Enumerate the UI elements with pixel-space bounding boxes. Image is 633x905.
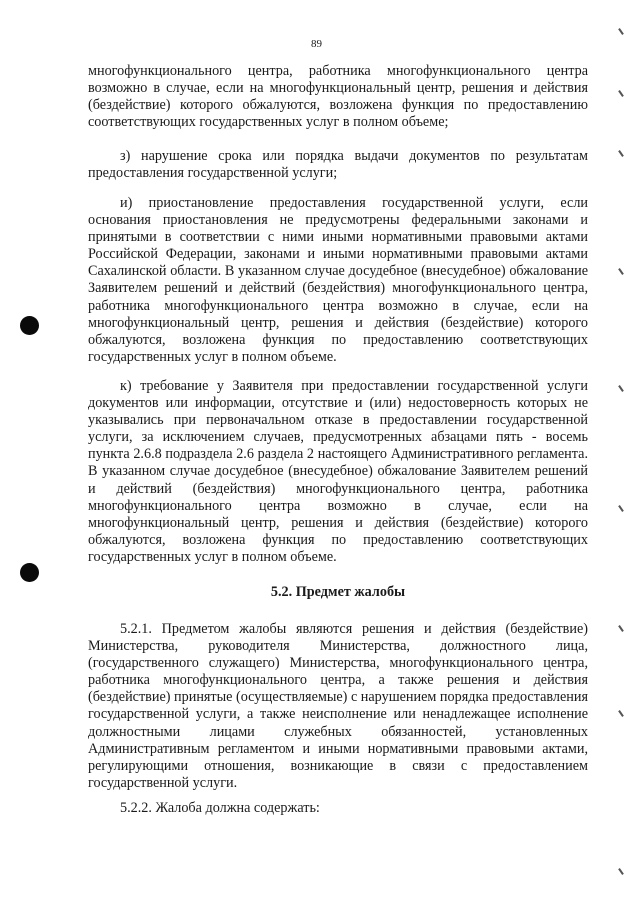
edge-scan-mark xyxy=(618,868,624,875)
edge-scan-mark xyxy=(618,28,624,35)
punch-hole-upper xyxy=(20,316,39,335)
edge-scan-mark xyxy=(618,385,624,392)
edge-scan-mark xyxy=(618,150,624,157)
paragraph-text: и) приостановление предоставления государственной услуги, если основания приостановления не предусмотрены федеральными законами и принятыми в соответствии с ними иными нормативными правовыми актами Российской Федерации, законами и иными нормативными правовыми актами Сахалинской области. В указанном случае досудебное (внесудебное) обжалование Заявителем решений и действий (бездействия) многофункционального центра, работника многофункционального центра возможно в случае, если на многофункциональный центр, решения и действия (бездействие) которого обжалуются, возложена функция по предоставлению соответствующих государственных услуг в полном объеме. xyxy=(88,195,588,365)
edge-scan-mark xyxy=(618,505,624,512)
edge-scan-mark xyxy=(618,90,624,97)
edge-scan-mark xyxy=(618,625,624,632)
paragraph-text: з) нарушение срока или порядка выдачи документов по результатам предоставления государственной услуги; xyxy=(88,148,588,182)
paragraph-5-2-2 xyxy=(88,800,588,817)
paragraph-item-i xyxy=(88,195,588,366)
page-number: 89 xyxy=(311,38,322,50)
paragraph-5-2-1 xyxy=(88,621,588,792)
paragraph-text: 5.2.2. Жалоба должна содержать: xyxy=(120,800,320,816)
paragraph-item-k xyxy=(88,378,588,566)
edge-scan-mark xyxy=(618,268,624,275)
paragraph-text: к) требование у Заявителя при предоставлении государственной услуги документов или информации, отсутствие и (или) недостоверность которых не указывались при первоначальном отказе в предоставлении государственной услуги, за исключением случаев, предусмотренных абзацами пять - восемь пункта 2.6.8 подраздела 2.6 раздела 2 настоящего Административного регламента. В указанном случае досудебное (внесудебное) обжалование Заявителем решений и действий (бездействия) многофункционального центра, работника многофункционального центра возможно в случае, если на многофункциональный центр, решения и действия (бездействие) которого обжалуются, возложена функция по предоставлению соответствующих государственных услуг в полном объеме. xyxy=(88,378,588,565)
paragraph-text: 5.2.1. Предметом жалобы являются решения и действия (бездействие) Министерства, руководителя Министерства, должностного лица, (государственного служащего) Министерства, многофункционального центра, работника многофункционального центра, а также решения и действия (бездействие) принятые (осуществляемые) с нарушением порядка предоставления государственной услуги, а также неисполнение или ненадлежащее исполнение должностными лицами служебных обязанностей, установленных Административным регламентом и иными нормативными правовыми актами, регулирующими отношения, возникающие в связи с предоставлением государственной услуги. xyxy=(88,621,588,791)
paragraph-item-z xyxy=(88,148,588,182)
paragraph-continuation xyxy=(88,63,588,131)
edge-scan-mark xyxy=(618,710,624,717)
paragraph-text: многофункционального центра, работника многофункционального центра возможно в случае, если на многофункциональный центр, решения и действия (бездействие) которого обжалуются, возложена функция по предоставлению соответствующих государственных услуг в полном объеме; xyxy=(88,63,588,131)
punch-hole-lower xyxy=(20,563,39,582)
section-heading: 5.2. Предмет жалобы xyxy=(270,584,406,600)
